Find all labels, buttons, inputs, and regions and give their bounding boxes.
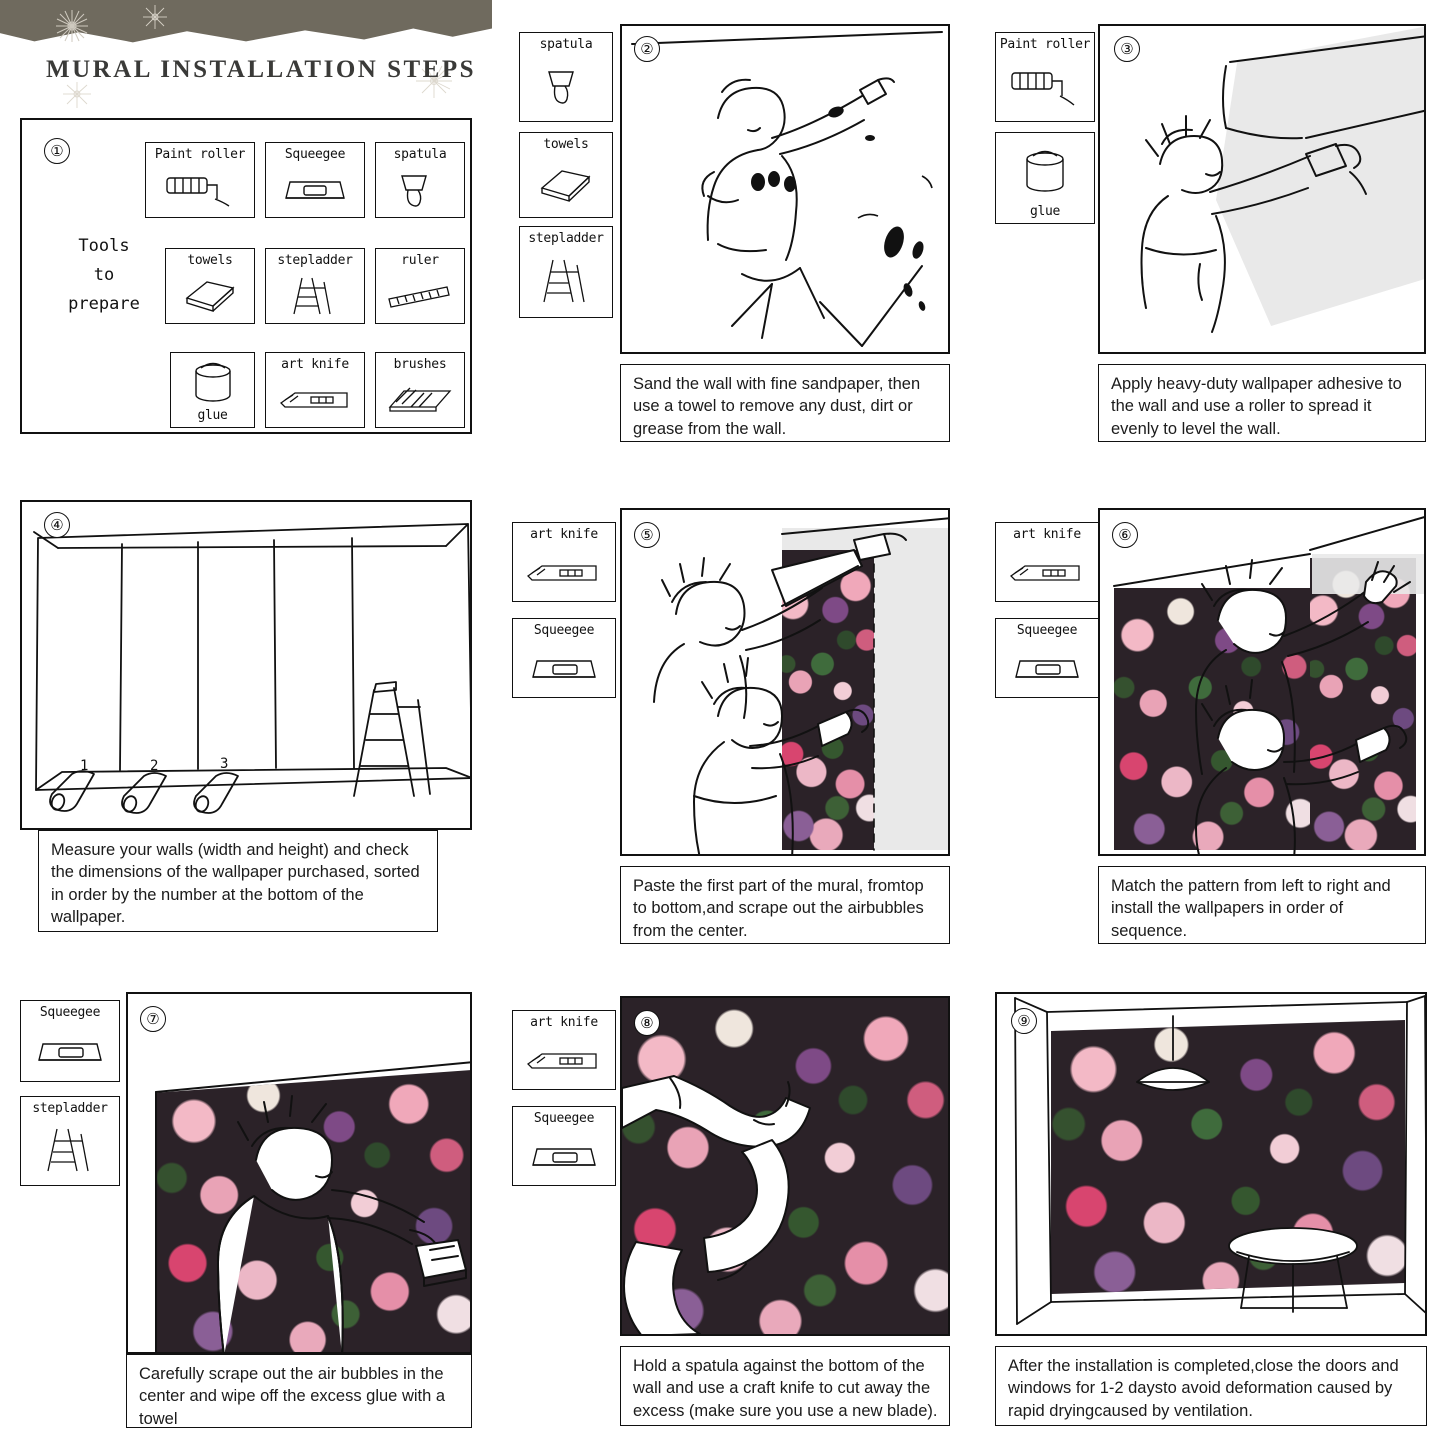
panel-6-caption: Match the pattern from left to right and install the wallpapers in order of sequence. [1098,866,1426,944]
tool-box-glue [170,352,255,428]
panel8-tool-squeegee [512,1106,616,1186]
panel-7-illustration [126,992,472,1354]
tool-box-art-knife [265,352,365,428]
stepladder-icon [21,1116,119,1185]
panel-4-caption: Measure your walls (width and height) and check the dimensions of the wallpaper purchased, sorted in order by the number at the bottom of the wallpaper. [38,830,438,932]
art-knife-icon [513,542,615,601]
tool-label-stepladder-2: stepladder [528,231,604,246]
panel-8-caption: Hold a spatula against the bottom of the wall and use a craft knife to cut away the excess (make sure you use a new blade). [620,1346,950,1426]
panel-2-illustration [620,24,950,354]
step-number-2: ② [634,36,660,62]
roll-number-1: 1 [80,758,89,774]
panel6-tool-art-knife [995,522,1099,602]
brushes-icon [376,372,464,427]
tool-box-brushes [375,352,465,428]
panel-3-caption: Apply heavy-duty wallpaper adhesive to the wall and use a roller to spread it evenly to level the wall. [1098,364,1426,442]
panel2-tool-stepladder [519,226,613,318]
paste-first-strip-sketch [622,510,950,856]
panel3-tool-paint-roller [995,32,1095,122]
panel8-tool-art-knife [512,1010,616,1090]
panel-4-illustration [20,500,472,830]
tool-label-towels: towels [187,253,233,268]
glue-icon [171,357,254,408]
tool-box-paint-roller [145,142,255,218]
step-number-7: ⑦ [140,1006,166,1032]
tool-box-towels [165,248,255,324]
page-title: MURAL INSTALLATION STEPS [46,56,476,83]
tool-label-towels-2: towels [543,137,589,152]
flower-decoration-mid [140,2,170,32]
trim-excess-sketch [622,998,950,1336]
tool-label-spatula: spatula [393,147,447,162]
step-number-4: ④ [44,512,70,538]
tool-label-glue: glue [197,408,228,423]
step-number-9: ⑨ [1011,1008,1037,1034]
tools-to-prepare-title [54,232,154,319]
tool-label-stepladder: stepladder [277,253,353,268]
art-knife-icon [266,372,364,427]
stepladder-icon [266,268,364,323]
tool-label-ruler: ruler [401,253,439,268]
roll-number-2: 2 [150,758,159,774]
roll-number-3: 3 [220,756,229,772]
panel-1-tools [20,118,472,434]
spatula-icon [520,52,612,121]
squeegee-icon [266,162,364,217]
tool-label-art-knife-5: art knife [530,527,598,542]
panel-8-illustration [620,996,950,1336]
panel2-tool-spatula [519,32,613,122]
panel-6-illustration [1098,508,1426,856]
panel-5-caption: Paste the first part of the mural, fromtop to bottom,and scrape out the airbubbles from the center. [620,866,950,944]
tool-label-art-knife: art knife [281,357,349,372]
tool-label-brushes: brushes [393,357,447,372]
panel-2-caption: Sand the wall with fine sandpaper, then use a towel to remove any dust, dirt or grease from the wall. [620,364,950,442]
tool-label-squeegee-5: Squeegee [533,623,595,638]
tool-label-art-knife-8: art knife [530,1015,598,1030]
squeegee-icon [513,638,615,697]
tool-label-glue-3: glue [1029,204,1061,219]
ruler-icon [376,268,464,323]
tool-label-paint-roller-3: Paint roller [999,37,1091,52]
tool-box-stepladder [265,248,365,324]
tools-title-line-3: prepare [68,293,140,314]
stepladder-icon [520,246,612,317]
applying-adhesive-sketch [1100,26,1426,354]
tool-label-squeegee-7: Squeegee [39,1005,101,1020]
step-number-1: ① [44,138,70,164]
panel-9-caption: After the installation is completed,close the doors and windows for 1-2 daysto avoid deformation caused by rapid dryingcaused by ventilation. [995,1346,1427,1426]
match-pattern-sketch [1100,510,1426,856]
panel2-tool-towels [519,132,613,218]
squeegee-icon [21,1020,119,1081]
squeegee-icon [513,1126,615,1185]
tool-label-art-knife-6: art knife [1013,527,1081,542]
tools-title-line-2: to [93,264,115,285]
tool-box-ruler [375,248,465,324]
towels-icon [520,152,612,217]
panel-3-illustration [1098,24,1426,354]
scrape-bubbles-sketch [128,994,472,1354]
squeegee-icon [996,638,1098,697]
tool-label-squeegee-8: Squeegee [533,1111,595,1126]
tools-title-line-1: Tools [78,236,130,256]
tool-box-spatula [375,142,465,218]
glue-icon [996,139,1094,204]
step-number-6: ⑥ [1112,522,1138,548]
panel7-tool-squeegee [20,1000,120,1082]
step-number-3: ③ [1114,36,1140,62]
tool-label-squeegee-6: Squeegee [1016,623,1078,638]
paint-roller-icon [996,52,1094,121]
panel5-tool-art-knife [512,522,616,602]
step-number-8: ⑧ [634,1010,660,1036]
towels-icon [166,268,254,323]
step-number-5: ⑤ [634,522,660,548]
spatula-icon [376,162,464,217]
panel3-tool-glue [995,132,1095,224]
tool-label-paint-roller: Paint roller [154,147,246,162]
paint-roller-icon [146,162,254,217]
art-knife-icon [513,1030,615,1089]
sanding-wall-sketch [622,26,950,354]
panel-7-caption: Carefully scrape out the air bubbles in the center and wipe off the excess glue with a towel [126,1354,472,1428]
panel6-tool-squeegee [995,618,1099,698]
tool-label-stepladder-7: stepladder [32,1101,108,1116]
flower-decoration-left [52,6,92,46]
measure-wall-sketch [22,502,472,830]
finished-room-sketch [997,994,1427,1336]
panel-5-illustration [620,508,950,856]
panel5-tool-squeegee [512,618,616,698]
tool-label-spatula-2: spatula [539,37,593,52]
tool-label-squeegee: Squeegee [284,147,346,162]
tool-box-squeegee [265,142,365,218]
art-knife-icon [996,542,1098,601]
panel-9-illustration [995,992,1427,1336]
panel7-tool-stepladder [20,1096,120,1186]
